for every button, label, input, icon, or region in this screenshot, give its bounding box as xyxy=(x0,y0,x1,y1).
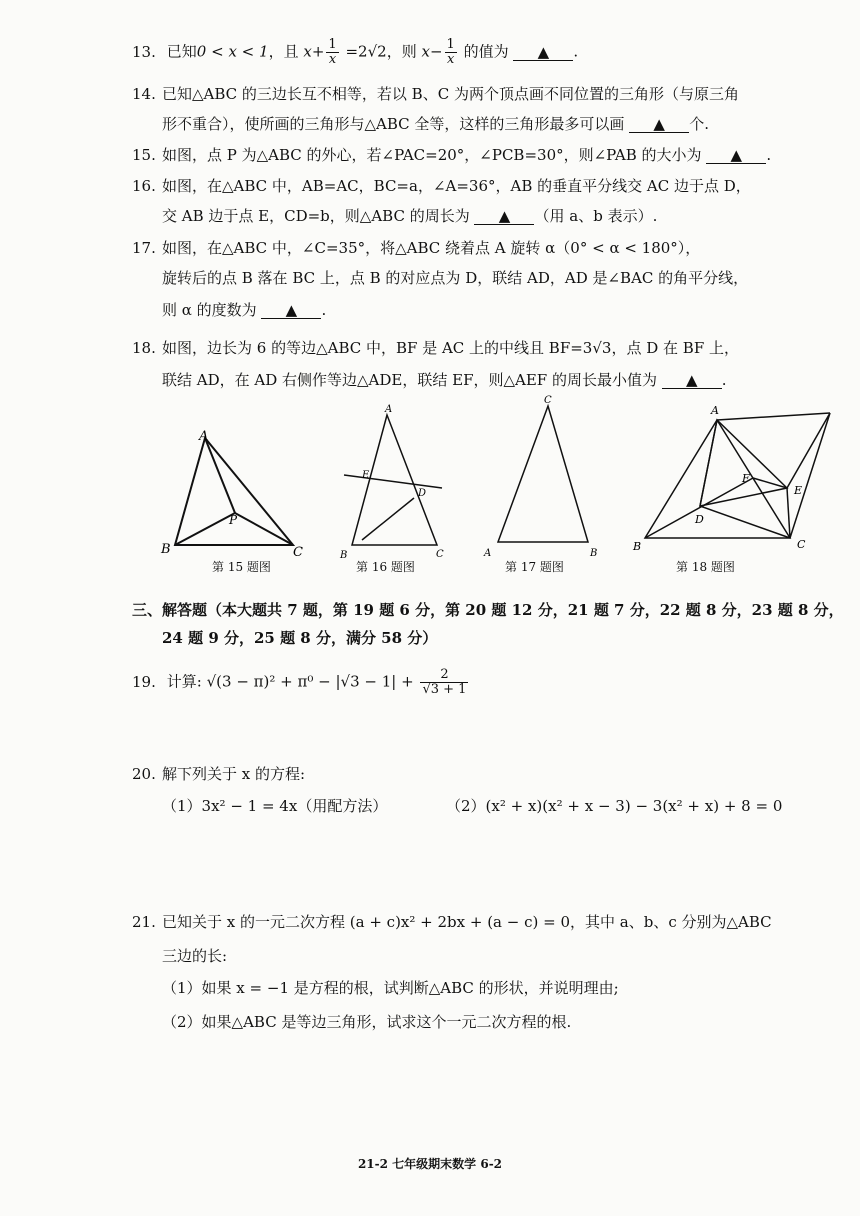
question-19: 19. 计算: √(3 − π)² + π⁰ − |√3 − 1| + $\frac{2}{√3 + 1}$ xyxy=(132,667,467,697)
vertex-label-c: C xyxy=(293,545,303,560)
question-14: 14. 已知△ABC 的三边长互不相等，若以 B、C 为两个顶点画不同位置的三角形（与原三角 xyxy=(132,85,739,103)
page-footer: 21-2 七年级期末数学 6-2 xyxy=(357,1157,503,1171)
figure-18 xyxy=(625,398,855,558)
answer-blank: ▲ xyxy=(706,147,766,164)
question-13: 13. 已知0 < x < 1，且 x+ $\frac{1}{x}$ =2√2，则 x− $\frac{1}{x}$ 的值为 ▲ . xyxy=(132,37,579,67)
section-heading: 三、解答题（本大题共 7 题，第 19 题 6 分，第 20 题 12 分，21 题 7 分，22 题 8 分，23 题 8 分， xyxy=(132,601,844,619)
vertex-label-b: B xyxy=(161,542,171,557)
vertex-label-f: F xyxy=(742,472,750,485)
question-14-continued: 形不重合），使所画的三角形与△ABC 全等，这样的三角形最多可以画 ▲ 个. xyxy=(162,115,709,133)
figure-16 xyxy=(332,400,452,560)
question-21: 21. 已知关于 x 的一元二次方程 (a + c)x² + 2bx + (a − c) = 0，其中 a、b、c 分别为△ABC xyxy=(132,913,772,931)
figure-17 xyxy=(478,392,608,560)
vertex-label-a: A xyxy=(484,548,492,559)
vertex-label-p: P xyxy=(229,513,238,527)
question-18-continued: 联结 AD，在 AD 右侧作等边△ADE，联结 EF，则△AEF 的周长最小值为 ▲ . xyxy=(162,371,727,389)
vertex-label-d: D xyxy=(695,513,704,526)
fraction: $\frac{1}{x}$ xyxy=(328,37,337,67)
answer-blank: ▲ xyxy=(261,302,321,319)
question-16: 16. 如图，在△ABC 中，AB=AC，BC=a，∠A=36°，AB 的垂直平分线交 AC 边于点 D， xyxy=(132,177,751,195)
vertex-label-c: C xyxy=(436,549,444,560)
figure-caption: 第 16 题图 xyxy=(356,560,415,574)
question-20: 20. 解下列关于 x 的方程: xyxy=(132,765,306,783)
figure-caption: 第 18 题图 xyxy=(676,560,735,574)
figure-caption: 第 17 题图 xyxy=(505,560,564,574)
answer-blank: ▲ xyxy=(629,116,689,133)
question-17-line3: 则 α 的度数为 ▲ . xyxy=(162,301,327,319)
vertex-label-c: C xyxy=(797,538,806,551)
question-18: 18. 如图，边长为 6 的等边△ABC 中，BF 是 AC 上的中线且 BF=3√3，点 D 在 BF 上， xyxy=(132,339,739,357)
figure-caption: 第 15 题图 xyxy=(212,560,271,574)
section-heading-continued: 24 题 9 分，25 题 8 分，满分 58 分） xyxy=(162,629,438,647)
vertex-label-b: B xyxy=(340,550,348,560)
answer-blank: ▲ xyxy=(513,44,573,61)
question-16-continued: 交 AB 边于点 E，CD=b，则△ABC 的周长为 ▲ （用 a、b 表示）. xyxy=(162,207,658,225)
vertex-label-e: E xyxy=(794,484,803,497)
fraction: $\frac{1}{x}$ xyxy=(446,37,455,67)
question-20-part-1: （1）3x² − 1 = 4x（用配方法） xyxy=(162,797,388,815)
vertex-label-d: D xyxy=(418,488,427,499)
question-21-part-2: （2）如果△ABC 是等边三角形，试求这个一元二次方程的根. xyxy=(162,1013,572,1031)
question-21-part-1: （1）如果 x = −1 是方程的根，试判断△ABC 的形状，并说明理由; xyxy=(162,979,619,997)
vertex-label-b: B xyxy=(633,540,642,553)
vertex-label-a: A xyxy=(385,404,393,415)
vertex-label-a: A xyxy=(711,404,719,417)
question-number: 13. xyxy=(132,42,156,61)
question-17-line2: 旋转后的点 B 落在 BC 上，点 B 的对应点为 D，联结 AD，AD 是∠BAC 的角平分线， xyxy=(162,269,749,287)
answer-blank: ▲ xyxy=(662,372,722,389)
vertex-label-c: C xyxy=(544,395,552,406)
question-15: 15. 如图，点 P 为△ABC 的外心，若∠PAC=20°，∠PCB=30°，则∠PAB 的大小为 ▲ . xyxy=(132,146,772,164)
answer-blank: ▲ xyxy=(474,208,534,225)
figure-15 xyxy=(155,420,310,560)
question-17: 17. 如图，在△ABC 中，∠C=35°，将△ABC 绕着点 A 旋转 α（0° < α < 180°）， xyxy=(132,239,701,257)
vertex-label-e: E xyxy=(362,470,370,481)
fraction: $\frac{2}{√3 + 1}$ xyxy=(422,667,467,697)
expression: √(3 − π)² + π⁰ − |√3 − 1| + xyxy=(206,672,414,691)
question-21-continued: 三边的长: xyxy=(162,947,228,965)
vertex-label-a: A xyxy=(199,429,209,444)
question-20-part-2: （2）(x² + x)(x² + x − 3) − 3(x² + x) + 8 = 0 xyxy=(446,797,783,815)
vertex-label-b: B xyxy=(590,548,598,559)
